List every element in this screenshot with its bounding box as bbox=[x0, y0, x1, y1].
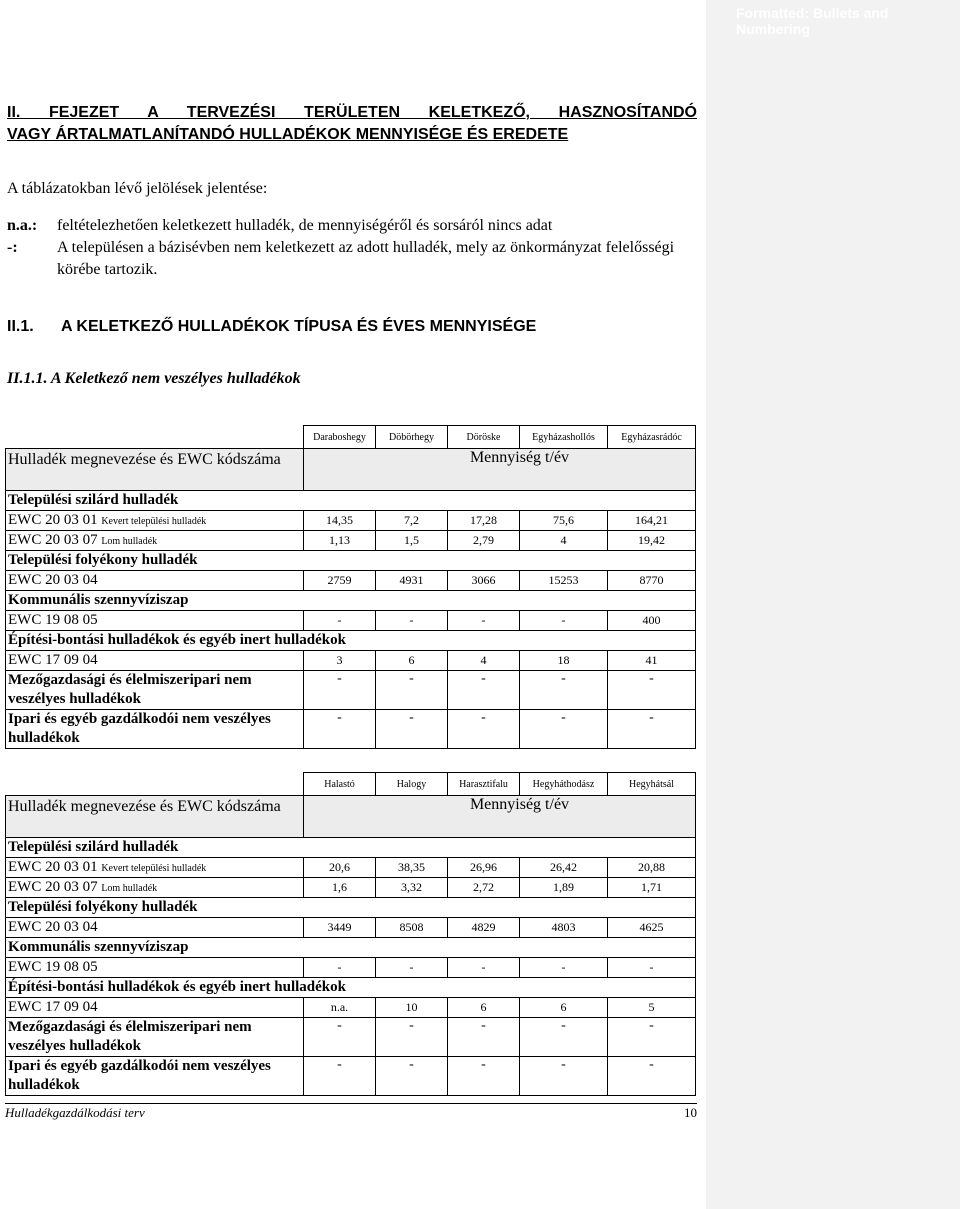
quantity-cell: - bbox=[608, 710, 696, 749]
waste-code-cell bbox=[6, 958, 304, 978]
definition-text: A településen a bázisévben nem keletkezett az adott hulladék, mely az önkormányzat felelősségi körébe tartozik. bbox=[57, 239, 675, 278]
table-row bbox=[6, 651, 696, 671]
definition-key: -: bbox=[7, 239, 18, 256]
category-row bbox=[6, 978, 696, 998]
quantity-cell: 14,35 bbox=[304, 511, 376, 531]
table-row bbox=[6, 858, 696, 878]
quantity-cell: 7,2 bbox=[376, 511, 448, 531]
header-label: Hulladék megnevezése és EWC kódszáma bbox=[6, 796, 304, 838]
waste-code-cell bbox=[6, 571, 304, 591]
quantity-cell: 164,21 bbox=[608, 511, 696, 531]
category-row bbox=[6, 898, 696, 918]
quantity-cell: 4931 bbox=[376, 571, 448, 591]
quantity-cell: - bbox=[520, 611, 608, 631]
quantity-cell: 15253 bbox=[520, 571, 608, 591]
quantity-cell: 38,35 bbox=[376, 858, 448, 878]
waste-description: Kevert települési hulladék bbox=[101, 516, 207, 527]
category-label: Ipari és egyéb gazdálkodói nem veszélyes hulladékok bbox=[6, 1057, 304, 1096]
quantity-cell: 1,89 bbox=[520, 878, 608, 898]
quantity-cell: - bbox=[376, 611, 448, 631]
waste-code-cell bbox=[6, 918, 304, 938]
table-row bbox=[6, 958, 696, 978]
quantity-cell: 8508 bbox=[376, 918, 448, 938]
quantity-cell: - bbox=[376, 958, 448, 978]
quantity-cell: 18 bbox=[520, 651, 608, 671]
quantity-cell: - bbox=[608, 1018, 696, 1057]
quantity-cell: 1,13 bbox=[304, 531, 376, 551]
quantity-cell: - bbox=[608, 1057, 696, 1096]
quantity-cell: - bbox=[520, 1057, 608, 1096]
table-row bbox=[6, 998, 696, 1018]
table-header-row bbox=[6, 449, 696, 491]
footer-title: Hulladékgazdálkodási terv bbox=[5, 1105, 145, 1120]
quantity-cell: 20,6 bbox=[304, 858, 376, 878]
waste-code-cell bbox=[6, 531, 304, 551]
waste-description: Lom hulladék bbox=[101, 536, 158, 547]
quantity-cell: - bbox=[448, 1057, 520, 1096]
quantity-cell: 4 bbox=[448, 651, 520, 671]
category-label: Építési-bontási hulladékok és egyéb inert hulladékok bbox=[6, 631, 696, 651]
chapter-heading bbox=[7, 102, 697, 146]
quantity-cell: - bbox=[448, 671, 520, 710]
page-footer bbox=[5, 1103, 697, 1121]
column-header: Hegyháthodász bbox=[520, 773, 608, 796]
quantity-cell: 2,79 bbox=[448, 531, 520, 551]
ewc-code: EWC 20 03 04 bbox=[8, 919, 98, 935]
quantity-cell: 4829 bbox=[448, 918, 520, 938]
category-label: Mezőgazdasági és élelmiszeripari nem veszélyes hulladékok bbox=[6, 671, 304, 710]
category-label: Települési folyékony hulladék bbox=[6, 551, 696, 571]
header-label: Hulladék megnevezése és EWC kódszáma bbox=[6, 449, 304, 491]
quantity-cell: 2,72 bbox=[448, 878, 520, 898]
quantity-cell: 6 bbox=[520, 998, 608, 1018]
ewc-code: EWC 20 03 07 bbox=[8, 879, 98, 895]
quantity-cell: 20,88 bbox=[608, 858, 696, 878]
column-header: Döbörhegy bbox=[376, 426, 448, 449]
category-row bbox=[6, 671, 696, 710]
quantity-cell: - bbox=[376, 710, 448, 749]
quantity-cell: - bbox=[520, 1018, 608, 1057]
quantity-cell: - bbox=[304, 611, 376, 631]
quantity-cell: - bbox=[520, 671, 608, 710]
column-header: Egyházashollós bbox=[520, 426, 608, 449]
header-unit: Mennyiség t/év bbox=[304, 796, 696, 838]
ewc-code: EWC 20 03 01 bbox=[8, 512, 98, 528]
quantity-cell: 41 bbox=[608, 651, 696, 671]
category-row bbox=[6, 631, 696, 651]
legend-definitions bbox=[7, 215, 697, 281]
category-label: Mezőgazdasági és élelmiszeripari nem veszélyes hulladékok bbox=[6, 1018, 304, 1057]
ewc-code: EWC 17 09 04 bbox=[8, 652, 98, 668]
quantity-cell: 3066 bbox=[448, 571, 520, 591]
waste-code-cell bbox=[6, 611, 304, 631]
header-unit: Mennyiség t/év bbox=[304, 449, 696, 491]
table-row bbox=[6, 511, 696, 531]
waste-description: Lom hulladék bbox=[101, 883, 158, 894]
quantity-cell: 26,96 bbox=[448, 858, 520, 878]
category-label: Települési szilárd hulladék bbox=[6, 838, 696, 858]
quantity-cell: 5 bbox=[608, 998, 696, 1018]
quantity-cell: 1,71 bbox=[608, 878, 696, 898]
quantity-cell: 75,6 bbox=[520, 511, 608, 531]
quantity-cell: 6 bbox=[448, 998, 520, 1018]
quantity-cell: 4803 bbox=[520, 918, 608, 938]
definition-key: n.a.: bbox=[7, 217, 38, 234]
legend-intro: A táblázatokban lévő jelölések jelentése: bbox=[7, 180, 268, 197]
chapter-heading-line1: II. FEJEZET A TERVEZÉSI TERÜLETEN KELETKEZŐ, HASZNOSÍTANDÓ bbox=[7, 104, 697, 121]
quantity-cell: 3449 bbox=[304, 918, 376, 938]
page-number: 10 bbox=[684, 1105, 697, 1120]
quantity-cell: - bbox=[448, 710, 520, 749]
definition-row bbox=[7, 237, 697, 281]
quantity-cell: - bbox=[448, 1018, 520, 1057]
category-label: Települési szilárd hulladék bbox=[6, 491, 696, 511]
quantity-cell: - bbox=[608, 958, 696, 978]
column-header: Daraboshegy bbox=[304, 426, 376, 449]
column-header: Halogy bbox=[376, 773, 448, 796]
table-row bbox=[6, 918, 696, 938]
column-header-blank bbox=[6, 426, 304, 449]
quantity-cell: 19,42 bbox=[608, 531, 696, 551]
category-label: Kommunális szennyvíziszap bbox=[6, 591, 696, 611]
quantity-cell: 1,5 bbox=[376, 531, 448, 551]
quantity-cell: 6 bbox=[376, 651, 448, 671]
chapter-heading-line2: VAGY ÁRTALMATLANÍTANDÓ HULLADÉKOK MENNYISÉGE ÉS EREDETE bbox=[7, 126, 569, 143]
ewc-code: EWC 20 03 01 bbox=[8, 859, 98, 875]
quantity-cell: - bbox=[376, 1018, 448, 1057]
quantity-cell: n.a. bbox=[304, 998, 376, 1018]
table-header-row bbox=[6, 796, 696, 838]
category-label: Kommunális szennyvíziszap bbox=[6, 938, 696, 958]
category-row bbox=[6, 1057, 696, 1096]
quantity-cell: - bbox=[376, 671, 448, 710]
category-label: Építési-bontási hulladékok és egyéb inert hulladékok bbox=[6, 978, 696, 998]
category-label: Települési folyékony hulladék bbox=[6, 898, 696, 918]
table-row bbox=[6, 611, 696, 631]
quantity-cell: - bbox=[448, 611, 520, 631]
quantity-cell: - bbox=[520, 710, 608, 749]
column-header: Egyházasrádóc bbox=[608, 426, 696, 449]
column-header-row bbox=[6, 426, 696, 449]
ewc-code: EWC 20 03 07 bbox=[8, 532, 98, 548]
column-header: Halastó bbox=[304, 773, 376, 796]
waste-description: Kevert települési hulladék bbox=[101, 863, 207, 874]
quantity-cell: 4 bbox=[520, 531, 608, 551]
quantity-cell: 10 bbox=[376, 998, 448, 1018]
quantity-cell: - bbox=[376, 1057, 448, 1096]
column-header: Döröske bbox=[448, 426, 520, 449]
section-heading bbox=[7, 318, 536, 336]
category-row bbox=[6, 1018, 696, 1057]
quantity-cell: 1,6 bbox=[304, 878, 376, 898]
comment-margin-panel bbox=[706, 0, 960, 1209]
category-row bbox=[6, 838, 696, 858]
quantity-cell: 8770 bbox=[608, 571, 696, 591]
waste-code-cell bbox=[6, 858, 304, 878]
table-row bbox=[6, 571, 696, 591]
comment-title: Formatted: Bullets and Numbering bbox=[736, 5, 889, 37]
ewc-code: EWC 19 08 05 bbox=[8, 612, 98, 628]
quantity-cell: 400 bbox=[608, 611, 696, 631]
waste-code-cell bbox=[6, 998, 304, 1018]
column-header-blank bbox=[6, 773, 304, 796]
quantity-cell: 17,28 bbox=[448, 511, 520, 531]
column-header: Harasztifalu bbox=[448, 773, 520, 796]
table-row bbox=[6, 531, 696, 551]
section-title: A KELETKEZŐ HULLADÉKOK TÍPUSA ÉS ÉVES MENNYISÉGE bbox=[61, 318, 537, 335]
quantity-cell: 3 bbox=[304, 651, 376, 671]
ewc-code: EWC 20 03 04 bbox=[8, 572, 98, 588]
subsection-heading: II.1.1. A Keletkező nem veszélyes hulladékok bbox=[7, 370, 301, 387]
quantity-cell: - bbox=[448, 958, 520, 978]
quantity-cell: - bbox=[304, 710, 376, 749]
column-header-row bbox=[6, 773, 696, 796]
quantity-cell: 3,32 bbox=[376, 878, 448, 898]
category-row bbox=[6, 591, 696, 611]
definition-row bbox=[7, 215, 697, 237]
waste-code-cell bbox=[6, 511, 304, 531]
waste-table-2 bbox=[5, 772, 696, 1096]
waste-code-cell bbox=[6, 878, 304, 898]
ewc-code: EWC 17 09 04 bbox=[8, 999, 98, 1015]
quantity-cell: - bbox=[304, 958, 376, 978]
category-label: Ipari és egyéb gazdálkodói nem veszélyes hulladékok bbox=[6, 710, 304, 749]
category-row bbox=[6, 710, 696, 749]
quantity-cell: - bbox=[304, 671, 376, 710]
quantity-cell: - bbox=[304, 1018, 376, 1057]
definition-text: feltételezhetően keletkezett hulladék, de mennyiségéről és sorsáról nincs adat bbox=[57, 217, 553, 234]
waste-table-1 bbox=[5, 425, 696, 749]
waste-code-cell bbox=[6, 651, 304, 671]
column-header: Hegyhátsál bbox=[608, 773, 696, 796]
quantity-cell: 4625 bbox=[608, 918, 696, 938]
quantity-cell: - bbox=[520, 958, 608, 978]
quantity-cell: - bbox=[608, 671, 696, 710]
ewc-code: EWC 19 08 05 bbox=[8, 959, 98, 975]
table-row bbox=[6, 878, 696, 898]
section-number: II.1. bbox=[7, 318, 34, 335]
quantity-cell: 2759 bbox=[304, 571, 376, 591]
category-row bbox=[6, 551, 696, 571]
category-row bbox=[6, 938, 696, 958]
quantity-cell: 26,42 bbox=[520, 858, 608, 878]
category-row bbox=[6, 491, 696, 511]
quantity-cell: - bbox=[304, 1057, 376, 1096]
